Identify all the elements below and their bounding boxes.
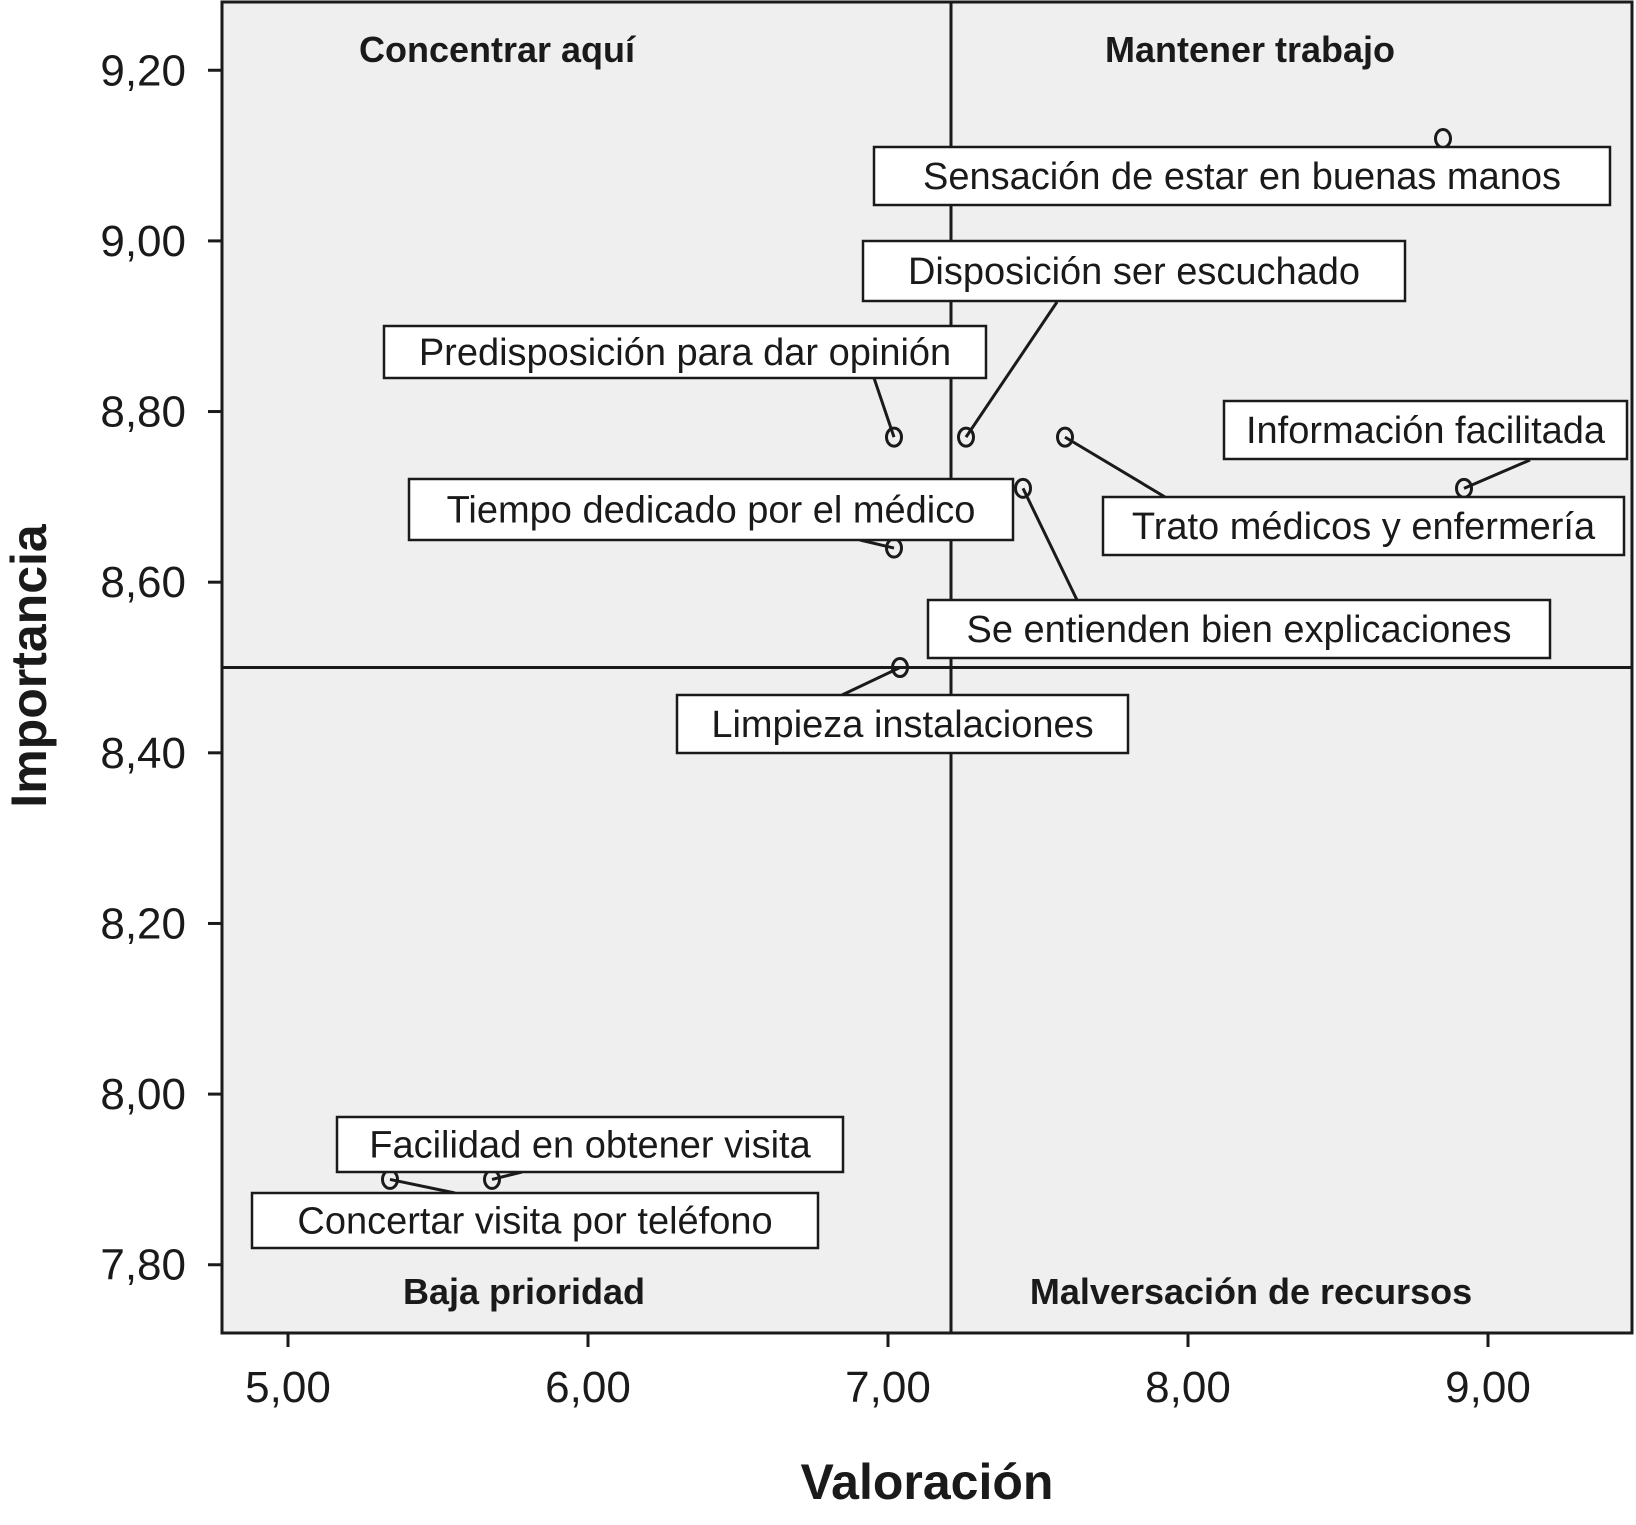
point-label: Se entienden bien explicaciones [966,609,1512,651]
point-label: Disposición ser escuchado [907,251,1361,293]
y-tick-label: 8,20 [100,899,186,949]
y-tick-label: 8,00 [100,1070,186,1120]
quadrant-label-bottom-right: Malversación de recursos [1029,1271,1473,1312]
y-tick-label: 9,00 [100,216,186,266]
y-axis-title: Importancia [1,524,57,808]
x-axis [245,1333,1531,1412]
quadrant-label-bottom-left: Baja prioridad [402,1271,646,1312]
point-label: Concertar visita por teléfono [297,1200,773,1243]
point-label: Información facilitada [1245,410,1606,452]
x-tick-label: 8,00 [1145,1363,1231,1412]
quadrant-label-top-right: Mantener trabajo [1104,29,1396,70]
quadrant-label-top-left: Concentrar aquí [358,29,636,70]
x-axis-title: Valoración [800,1454,1054,1510]
point-label: Sensación de estar en buenas manos [923,156,1561,198]
y-tick-label: 8,60 [100,558,186,608]
x-tick-label: 9,00 [1445,1363,1531,1412]
point-label: Facilidad en obtener visita [369,1124,811,1167]
point-label: Limpieza instalaciones [711,704,1094,746]
point-label: Tiempo dedicado por el médico [446,489,976,532]
point-label: Trato médicos y enfermería [1131,506,1596,548]
y-tick-label: 8,40 [100,728,186,778]
y-tick-label: 7,80 [100,1240,186,1290]
y-axis [100,46,222,1289]
y-tick-label: 8,80 [100,387,186,437]
point-label: Predisposición para dar opinión [418,332,952,374]
x-tick-label: 5,00 [245,1363,331,1412]
x-tick-label: 7,00 [845,1363,931,1412]
y-tick-label: 9,20 [100,46,186,96]
x-tick-label: 6,00 [545,1363,631,1412]
